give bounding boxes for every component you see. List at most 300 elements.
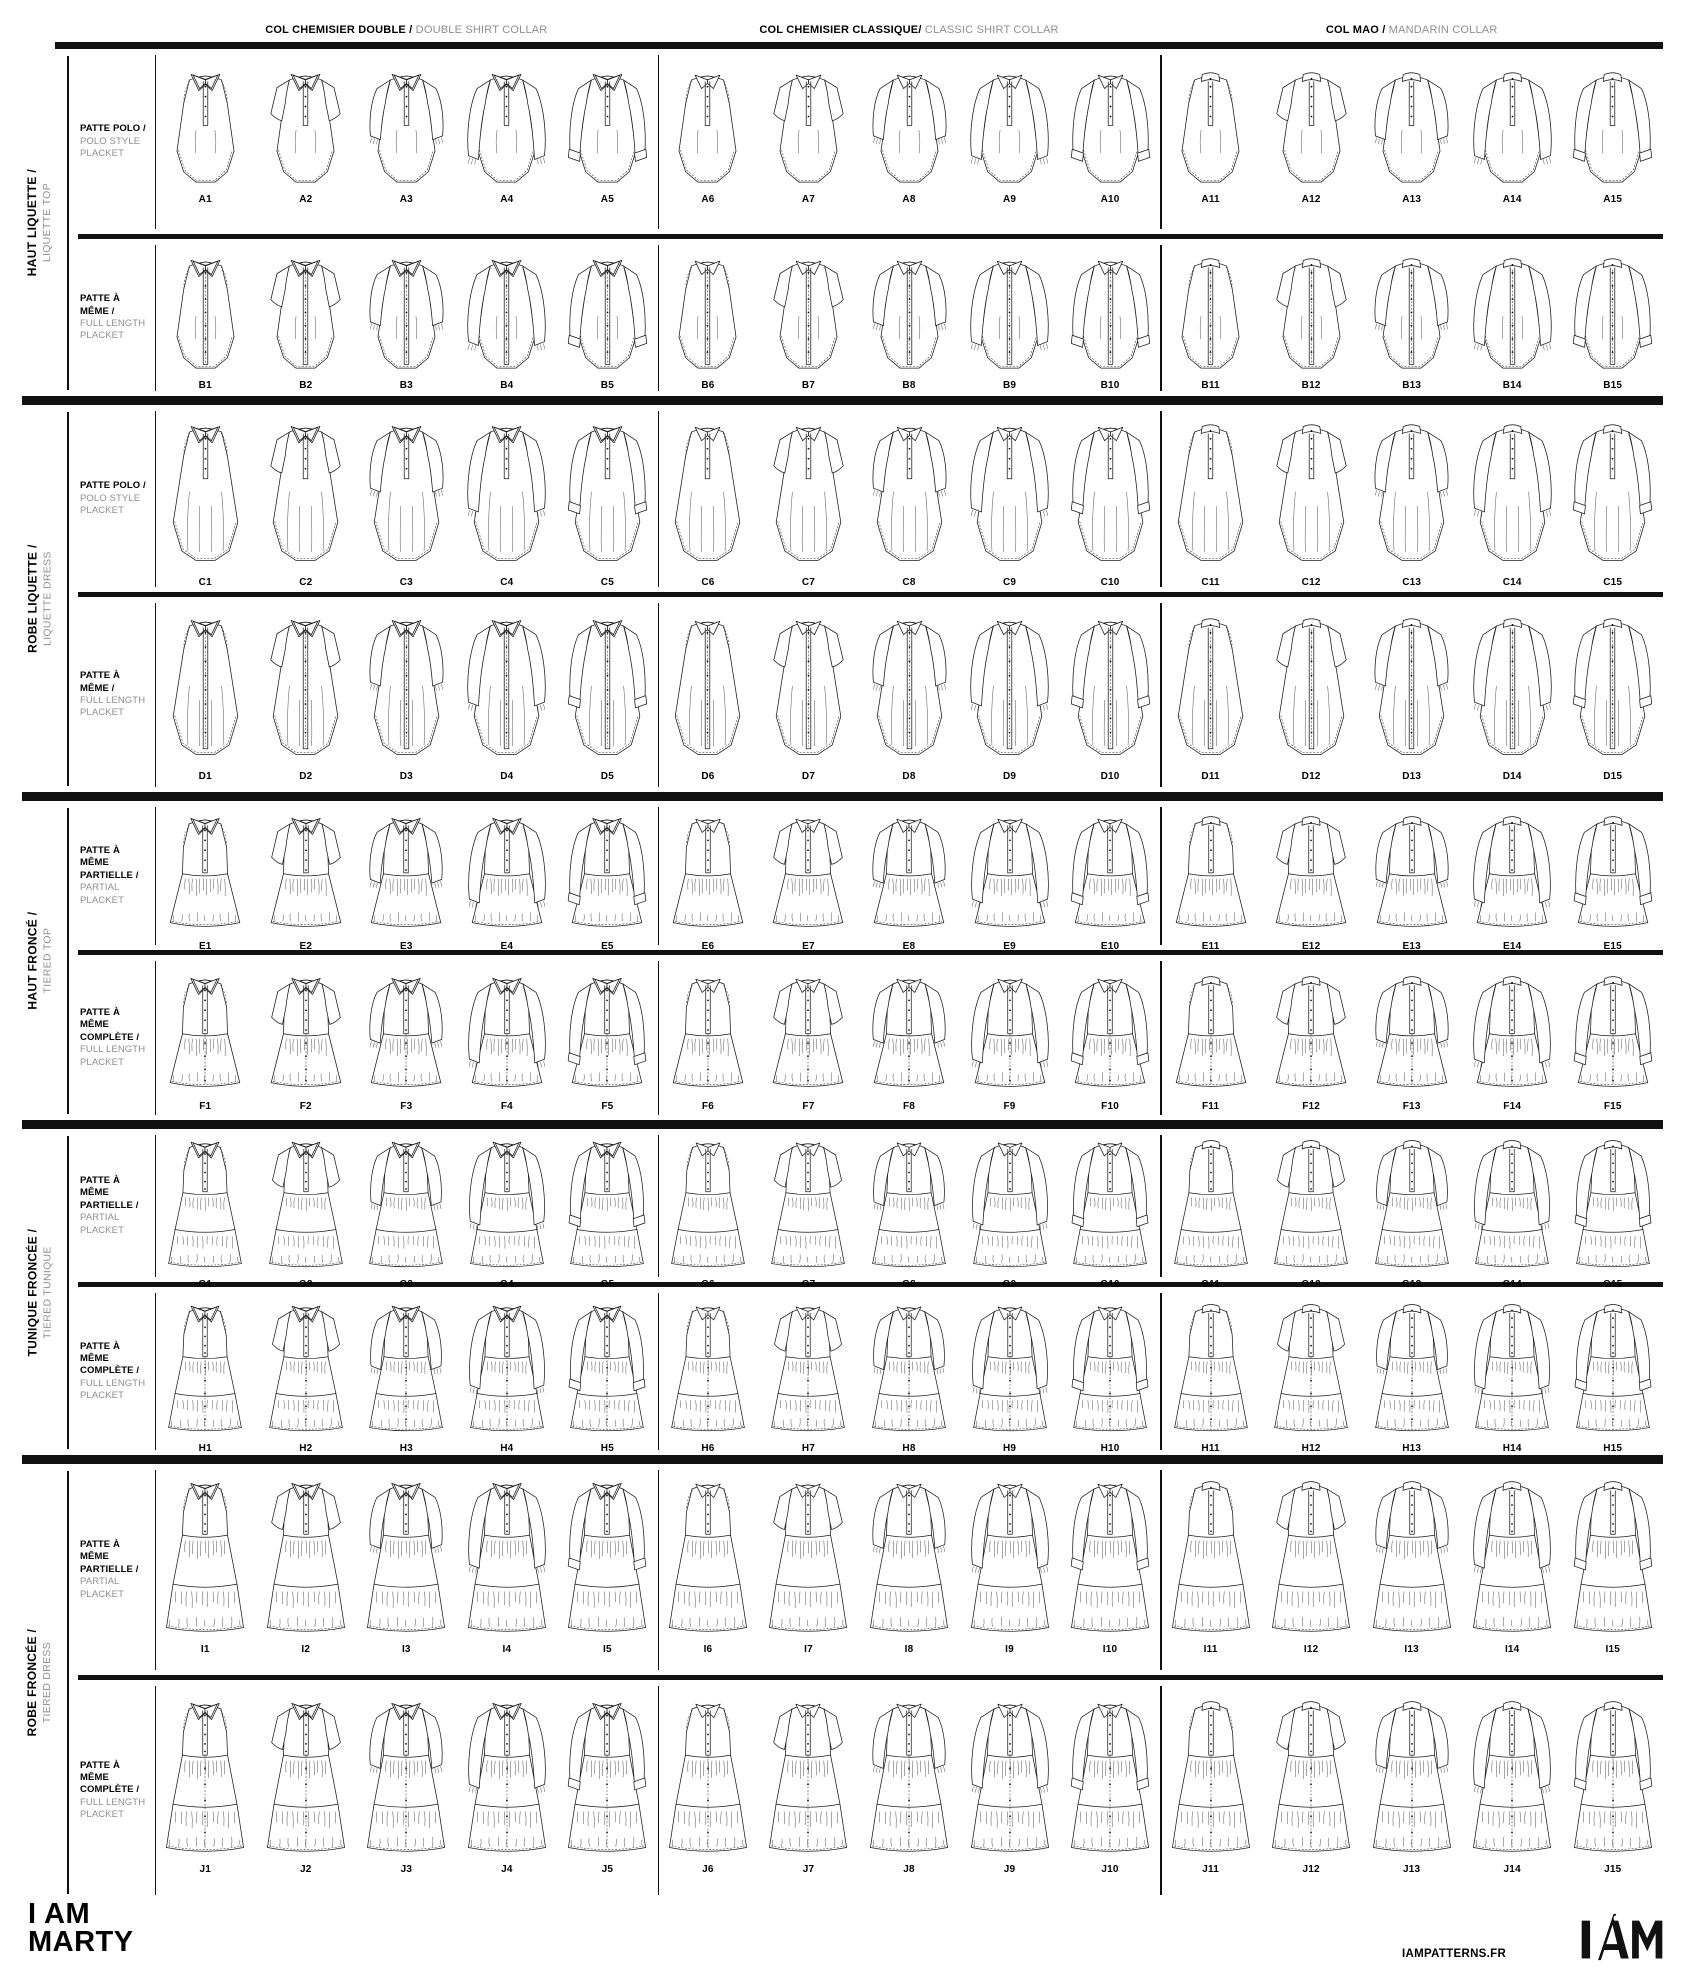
garment-drawing xyxy=(560,1693,654,1855)
garment-drawing xyxy=(1264,968,1358,1092)
garment-drawing xyxy=(962,250,1057,371)
variation-cell xyxy=(457,406,558,592)
variation-cell xyxy=(1160,406,1261,592)
variation-cell xyxy=(1361,1288,1462,1455)
variation-cell xyxy=(1361,802,1462,950)
garment-drawing xyxy=(258,610,353,762)
variation-cell xyxy=(256,406,357,592)
variation-cell xyxy=(1160,240,1261,396)
row-label-D xyxy=(80,598,150,792)
garment-drawing xyxy=(459,250,554,371)
collar-group-classic xyxy=(658,1465,1161,1675)
variation-cell xyxy=(457,1465,558,1675)
garment-drawing xyxy=(1063,968,1157,1092)
variation-cell xyxy=(155,802,256,950)
garment-drawing xyxy=(1164,1693,1258,1855)
garment-drawing xyxy=(661,808,755,932)
variation-code: A3 xyxy=(399,194,413,205)
variation-code: E3 xyxy=(400,941,413,952)
collar-group-mao xyxy=(1160,1465,1663,1675)
row-label-C xyxy=(80,406,150,592)
variation-cell xyxy=(1462,802,1563,950)
variation-cell xyxy=(557,1681,658,1900)
variation-code: E1 xyxy=(198,941,212,952)
variation-code: D3 xyxy=(399,771,413,782)
variation-code: B8 xyxy=(902,380,916,391)
divider-bar xyxy=(78,950,1663,955)
divider-bar xyxy=(78,592,1663,597)
variation-code: A8 xyxy=(902,194,916,205)
column-header-double-shirt-collar xyxy=(155,24,658,36)
row-label-fr: PATTE À MÊME PARTIELLE / xyxy=(80,845,139,881)
garment-drawing xyxy=(1163,64,1258,185)
collar-group-classic xyxy=(658,598,1161,792)
garment-drawing xyxy=(1264,1693,1358,1855)
garment-drawing xyxy=(359,1693,453,1855)
variation-cell xyxy=(256,1130,357,1290)
variation-code: H2 xyxy=(299,1443,313,1454)
variation-code: B4 xyxy=(500,380,514,391)
garment-drawing xyxy=(259,808,353,932)
group-label xyxy=(14,50,66,396)
variation-cell xyxy=(658,598,759,792)
variation-cell xyxy=(256,50,357,234)
variation-cell xyxy=(959,1465,1060,1675)
variation-code: H5 xyxy=(600,1443,614,1454)
variation-cell xyxy=(1361,598,1462,792)
collar-group-mao xyxy=(1160,802,1663,950)
variation-code: B5 xyxy=(600,380,614,391)
variation-cell xyxy=(1562,1288,1663,1455)
variation-cell xyxy=(557,956,658,1120)
garment-drawing xyxy=(359,64,454,185)
variation-cell xyxy=(859,1288,960,1455)
variation-code: B1 xyxy=(198,380,212,391)
garment-drawing xyxy=(1063,1693,1157,1855)
variation-code: F12 xyxy=(1302,1101,1321,1112)
variation-code: B7 xyxy=(801,380,816,391)
variation-cell xyxy=(155,956,256,1120)
garment-drawing xyxy=(1566,968,1660,1092)
variation-cell xyxy=(1562,50,1663,234)
variation-cell xyxy=(959,598,1060,792)
group-label xyxy=(14,406,66,792)
variation-code: J10 xyxy=(1101,1864,1119,1875)
brand-title xyxy=(28,1900,134,1957)
variation-cell xyxy=(1060,1465,1161,1675)
variation-cell xyxy=(1462,406,1563,592)
garment-drawing xyxy=(1264,610,1359,762)
variation-cell xyxy=(155,598,256,792)
garment-drawing xyxy=(662,1132,754,1270)
variation-code: F3 xyxy=(400,1101,413,1112)
variation-code: B12 xyxy=(1301,380,1321,391)
group-rule xyxy=(67,412,69,786)
variation-code: H14 xyxy=(1502,1443,1522,1454)
variation-code: D10 xyxy=(1100,771,1120,782)
variation-code: I6 xyxy=(703,1644,713,1655)
variation-code: A12 xyxy=(1301,194,1321,205)
row-label-en: FULL LENGTH PLACKET xyxy=(80,1377,146,1402)
variation-cell xyxy=(356,956,457,1120)
variation-code: I3 xyxy=(401,1644,411,1655)
variation-row-E xyxy=(155,802,1663,950)
garment-drawing xyxy=(1365,1473,1459,1635)
variation-code: H8 xyxy=(902,1443,916,1454)
variation-cell xyxy=(658,1681,759,1900)
garment-drawing xyxy=(1265,1296,1357,1434)
variation-cell xyxy=(356,50,457,234)
variation-code: J8 xyxy=(903,1864,915,1875)
variation-cell xyxy=(658,1130,759,1290)
garment-drawing xyxy=(761,64,856,185)
garment-drawing xyxy=(359,416,454,568)
row-label-J xyxy=(80,1681,150,1900)
divider-bar xyxy=(22,396,1663,405)
collar-group-classic xyxy=(658,1681,1161,1900)
garment-drawing xyxy=(459,64,554,185)
group-rule xyxy=(67,808,69,1114)
garment-drawing xyxy=(1365,1693,1459,1855)
variation-code: A13 xyxy=(1402,194,1422,205)
variation-code: J2 xyxy=(300,1864,312,1875)
variation-cell xyxy=(658,1465,759,1675)
row-label-fr: PATTE À MÊME PARTIELLE / xyxy=(80,1175,139,1211)
variation-cell xyxy=(1060,1288,1161,1455)
variation-code: E13 xyxy=(1402,941,1421,952)
row-label-fr: PATTE POLO / xyxy=(80,480,146,492)
variation-cell xyxy=(356,1130,457,1290)
variation-cell xyxy=(457,802,558,950)
variation-cell xyxy=(1261,802,1362,950)
garment-drawing xyxy=(460,1693,554,1855)
variation-code: H6 xyxy=(701,1443,715,1454)
garment-drawing xyxy=(761,808,855,932)
variation-cell xyxy=(1261,1465,1362,1675)
row-label-fr: PATTE À MÊME COMPLÈTE / xyxy=(80,1007,140,1043)
garment-drawing xyxy=(1565,250,1660,371)
variation-code: G14 xyxy=(1502,1279,1522,1290)
variation-cell xyxy=(658,406,759,592)
variation-code: G8 xyxy=(902,1279,916,1290)
garment-drawing xyxy=(560,250,655,371)
variation-code: C14 xyxy=(1502,577,1522,588)
variation-code: G2 xyxy=(298,1279,313,1290)
variation-cell xyxy=(1562,240,1663,396)
collar-group-double xyxy=(155,1681,658,1900)
garment-drawing xyxy=(360,1296,452,1434)
variation-code: J4 xyxy=(501,1864,513,1875)
variation-code: C3 xyxy=(399,577,413,588)
variation-cell xyxy=(1060,240,1161,396)
garment-drawing xyxy=(1465,1693,1559,1855)
collar-group-double xyxy=(155,802,658,950)
variation-code: J3 xyxy=(400,1864,413,1875)
variation-code: F15 xyxy=(1603,1101,1622,1112)
variation-code: G13 xyxy=(1401,1279,1422,1290)
garment-drawing xyxy=(1164,808,1258,932)
variation-cell xyxy=(658,1288,759,1455)
column-title-en: MANDARIN COLLAR xyxy=(1385,24,1498,36)
garment-drawing xyxy=(1565,610,1660,762)
garment-drawing xyxy=(1264,416,1359,568)
garment-drawing xyxy=(158,968,252,1092)
garment-drawing xyxy=(1465,1473,1559,1635)
garment-drawing xyxy=(1264,808,1358,932)
variation-cell xyxy=(1261,1130,1362,1290)
variation-cell xyxy=(256,240,357,396)
column-title-fr: COL CHEMISIER CLASSIQUE/ xyxy=(759,24,922,36)
variation-cell xyxy=(557,598,658,792)
variation-code: D12 xyxy=(1301,771,1321,782)
variation-code: A15 xyxy=(1603,194,1623,205)
garment-drawing xyxy=(1366,1132,1458,1270)
variation-code: A9 xyxy=(1002,194,1017,205)
garment-drawing xyxy=(158,808,252,932)
column-header-mandarin-collar xyxy=(1160,24,1663,36)
variation-code: I14 xyxy=(1504,1644,1520,1655)
garment-drawing xyxy=(1365,968,1459,1092)
variation-code: B6 xyxy=(701,380,715,391)
row-label-fr: PATTE À MÊME COMPLÈTE / xyxy=(80,1340,140,1377)
variation-code: E4 xyxy=(500,941,514,952)
garment-drawing xyxy=(1063,1473,1157,1635)
variation-code: G1 xyxy=(198,1279,213,1290)
variation-code: C2 xyxy=(299,577,313,588)
variation-cell xyxy=(256,956,357,1120)
garment-drawing xyxy=(1364,250,1459,371)
variation-code: F7 xyxy=(802,1101,815,1112)
garment-drawing xyxy=(258,250,353,371)
variation-code: I15 xyxy=(1605,1644,1620,1655)
garment-drawing xyxy=(1264,250,1359,371)
variation-row-J xyxy=(155,1681,1663,1900)
variation-code: H9 xyxy=(1002,1443,1017,1454)
variation-cell xyxy=(356,1465,457,1675)
variation-cell xyxy=(1361,50,1462,234)
variation-code: G3 xyxy=(399,1279,414,1290)
garment-drawing xyxy=(762,1296,854,1434)
variation-code: F8 xyxy=(902,1101,916,1112)
variation-code: G7 xyxy=(801,1279,816,1290)
variation-cell xyxy=(1060,406,1161,592)
variation-code: A4 xyxy=(500,194,514,205)
variation-code: A1 xyxy=(198,194,212,205)
garment-drawing xyxy=(661,968,755,1092)
variation-code: A2 xyxy=(299,194,313,205)
variation-code: E10 xyxy=(1100,941,1120,952)
variation-cell xyxy=(457,1288,558,1455)
variation-code: I1 xyxy=(200,1644,210,1655)
variation-cell xyxy=(1160,1130,1261,1290)
garment-drawing xyxy=(862,610,957,762)
variation-code: J15 xyxy=(1604,1864,1622,1875)
row-label-en: FULL LENGTH PLACKET xyxy=(80,1044,146,1068)
variation-code: J7 xyxy=(802,1864,815,1875)
collar-group-double xyxy=(155,1465,658,1675)
divider-bar xyxy=(78,1282,1663,1287)
group-label-fr: TUNIQUE FRONCÉE / xyxy=(25,1228,40,1357)
garment-drawing xyxy=(459,610,554,762)
variation-cell xyxy=(1060,956,1161,1120)
variation-code: J14 xyxy=(1503,1864,1521,1875)
variation-cell xyxy=(1160,1681,1261,1900)
group-rule xyxy=(67,56,69,390)
garment-drawing xyxy=(158,64,253,185)
variation-cell xyxy=(658,802,759,950)
garment-drawing xyxy=(359,610,454,762)
variation-cell xyxy=(758,1465,859,1675)
variation-cell xyxy=(557,802,658,950)
variation-code: A7 xyxy=(801,194,816,205)
variation-code: I10 xyxy=(1102,1644,1118,1655)
collar-group-mao xyxy=(1160,1288,1663,1455)
variation-cell xyxy=(658,240,759,396)
variation-cell xyxy=(1261,598,1362,792)
variation-code: C8 xyxy=(902,577,916,588)
garment-drawing xyxy=(158,250,253,371)
variation-cell xyxy=(1261,50,1362,234)
garment-drawing xyxy=(661,1473,755,1635)
garment-drawing xyxy=(158,1473,252,1635)
garment-drawing xyxy=(1064,1296,1156,1434)
variation-cell xyxy=(1562,406,1663,592)
variation-cell xyxy=(1060,802,1161,950)
garment-drawing xyxy=(964,1296,1056,1434)
brand-line1: I AM xyxy=(28,1898,91,1930)
collar-group-classic xyxy=(658,956,1161,1120)
row-label-en: POLO STYLE PLACKET xyxy=(80,492,141,517)
group-label-en: LIQUETTE DRESS xyxy=(40,551,53,647)
variation-code: D15 xyxy=(1603,771,1623,782)
variation-cell xyxy=(758,50,859,234)
variation-code: G6 xyxy=(701,1279,715,1290)
variation-cell xyxy=(1462,50,1563,234)
divider-bar xyxy=(55,42,1663,49)
collar-group-double xyxy=(155,1288,658,1455)
collar-group-mao xyxy=(1160,240,1663,396)
variation-row-C xyxy=(155,406,1663,592)
garment-drawing xyxy=(260,1296,352,1434)
variation-code: H13 xyxy=(1402,1443,1422,1454)
variation-cell xyxy=(859,1681,960,1900)
variation-code: G12 xyxy=(1301,1279,1321,1290)
variation-code: E14 xyxy=(1503,941,1522,952)
variation-code: E2 xyxy=(299,941,313,952)
variation-cell xyxy=(859,50,960,234)
brand-line2: MARTY xyxy=(28,1926,134,1959)
garment-drawing xyxy=(660,416,755,568)
variation-code: I7 xyxy=(804,1644,813,1655)
collar-group-double xyxy=(155,598,658,792)
variation-cell xyxy=(1261,1288,1362,1455)
variation-code: G5 xyxy=(600,1279,615,1290)
variation-code: D13 xyxy=(1402,771,1422,782)
row-label-G xyxy=(80,1130,150,1282)
variation-cell xyxy=(457,598,558,792)
garment-drawing xyxy=(459,416,554,568)
variation-cell xyxy=(758,1681,859,1900)
row-label-I xyxy=(80,1465,150,1675)
variation-cell xyxy=(1060,1130,1161,1290)
garment-drawing xyxy=(1063,64,1158,185)
variation-cell xyxy=(1361,1465,1462,1675)
garment-drawing xyxy=(560,610,655,762)
garment-drawing xyxy=(761,968,855,1092)
garment-drawing xyxy=(560,64,655,185)
garment-drawing xyxy=(963,1473,1057,1635)
variation-cell xyxy=(457,1681,558,1900)
column-title-en: CLASSIC SHIRT COLLAR xyxy=(921,24,1059,36)
garment-drawing xyxy=(461,1132,553,1270)
variation-cell xyxy=(155,1681,256,1900)
variation-cell xyxy=(557,240,658,396)
garment-drawing xyxy=(158,1693,252,1855)
row-label-F xyxy=(80,956,150,1120)
variation-row-I xyxy=(155,1465,1663,1675)
garment-drawing xyxy=(1165,1296,1257,1434)
garment-drawing xyxy=(963,968,1057,1092)
garment-drawing xyxy=(158,416,253,568)
garment-drawing xyxy=(661,1693,755,1855)
group-label-fr: HAUT LIQUETTE / xyxy=(25,169,40,277)
garment-drawing xyxy=(1566,1693,1660,1855)
column-header-classic-shirt-collar xyxy=(658,24,1161,36)
variation-code: H12 xyxy=(1301,1443,1321,1454)
collar-group-double xyxy=(155,1130,658,1290)
garment-drawing xyxy=(1465,250,1560,371)
variation-cell xyxy=(155,1465,256,1675)
garment-drawing xyxy=(1565,64,1660,185)
row-label-en: PARTIAL PLACKET xyxy=(80,1576,124,1600)
garment-drawing xyxy=(660,64,755,185)
garment-drawing xyxy=(862,416,957,568)
garment-drawing xyxy=(1264,64,1359,185)
variation-code: E7 xyxy=(802,941,815,952)
variation-cell xyxy=(1562,1681,1663,1900)
garment-drawing xyxy=(761,250,856,371)
variation-code: A10 xyxy=(1100,194,1120,205)
garment-drawing xyxy=(1465,968,1559,1092)
variation-code: I13 xyxy=(1404,1644,1419,1655)
garment-drawing xyxy=(1566,1473,1660,1635)
garment-drawing xyxy=(460,808,554,932)
variation-code: I11 xyxy=(1203,1644,1218,1655)
group-label-en: TIERED TOP xyxy=(40,928,53,994)
variation-code: H15 xyxy=(1603,1443,1623,1454)
garment-drawing xyxy=(259,1693,353,1855)
variation-code: C11 xyxy=(1201,577,1220,588)
variation-code: G10 xyxy=(1100,1279,1120,1290)
variation-cell xyxy=(356,1681,457,1900)
variation-cell xyxy=(859,1465,960,1675)
garment-drawing xyxy=(863,1296,955,1434)
row-label-fr: PATTE POLO / xyxy=(80,123,146,135)
variation-cell xyxy=(959,1681,1060,1900)
variation-cell xyxy=(1160,956,1261,1120)
collar-group-mao xyxy=(1160,956,1663,1120)
garment-drawing xyxy=(1365,808,1459,932)
variation-cell xyxy=(356,240,457,396)
garment-drawing xyxy=(461,1296,553,1434)
variation-cell xyxy=(1361,1681,1462,1900)
variation-code: E6 xyxy=(701,941,715,952)
variation-row-F xyxy=(155,956,1663,1120)
garment-drawing xyxy=(962,610,1057,762)
garment-drawing xyxy=(1364,64,1459,185)
group-label-fr: ROBE FRONCÉE / xyxy=(25,1628,40,1737)
variation-cell xyxy=(557,1288,658,1455)
